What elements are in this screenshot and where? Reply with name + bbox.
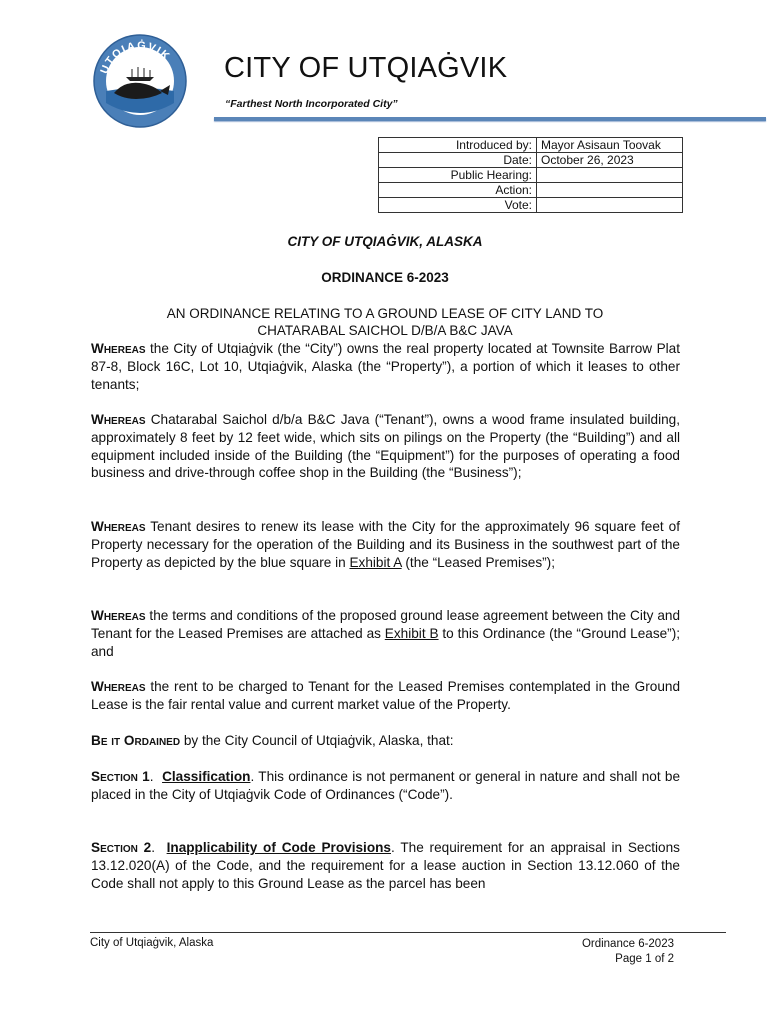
- footer-city: City of Utqiaġvik, Alaska: [90, 937, 214, 949]
- city-seal-logo: [92, 33, 188, 129]
- whereas-lead: Whereas: [91, 341, 146, 356]
- whereas-text: the terms and conditions of the proposed ground lease agreement between the City and Tenant for the Leased Premises are attached as: [91, 608, 680, 641]
- exhibit-a-link[interactable]: Exhibit A: [349, 554, 402, 570]
- footer-ordinance-number: Ordinance 6-2023: [581, 938, 674, 950]
- whereas-clause-3: [91, 518, 680, 571]
- public-hearing-label: Public Hearing:: [379, 168, 537, 183]
- section-text: This ordinance is not permanent or general in nature and shall not be placed in the City of Utqiaġvik Code of Ordinances (“Code”).: [91, 769, 681, 802]
- whereas-text: Chatarabal Saichol d/b/a B&C Java (“Tenant”), owns a wood frame insulated building, approximately 8 feet by 12 feet wide, which sits on pilings on the Property (the “Building”) and all equipment included inside of the Building (the “Equipment”) for the purposes of operating a food business and drive-through coffee shop in the Building (the “Business”);: [91, 412, 680, 481]
- city-title: CITY OF UTQIAĠVIK: [224, 52, 508, 84]
- date-label: Date:: [379, 153, 537, 168]
- footer-divider: [90, 932, 726, 933]
- whereas-clause-2: [91, 411, 680, 482]
- section-label: Section 1: [91, 769, 150, 784]
- section-title: Classification: [162, 769, 251, 784]
- whereas-text: the City of Utqiaġvik (the “City”) owns the real property located at Townsite Barrow Plat 87-8, Block 16C, Lot 10, Utqiaġvik, Alaska (the “Property”), a portion of which it leases to other tenants;: [91, 341, 680, 392]
- whereas-clause-5: [91, 678, 680, 714]
- table-row: [379, 138, 683, 153]
- whereas-text: Tenant desires to renew its lease with the City for the approximately 96 square feet of Property necessary for the operation of the Building and its Business in the southwest part of the Property as depicted by the blue square in: [91, 519, 680, 570]
- whereas-text: to this Ordinance (the “Ground Lease”); and: [91, 625, 681, 659]
- whereas-lead: Whereas: [91, 608, 146, 623]
- exhibit-b-link[interactable]: Exhibit B: [384, 625, 439, 641]
- be-it-ordained-clause: [91, 732, 680, 750]
- action-value: [537, 183, 683, 198]
- table-row: [379, 198, 683, 213]
- section-2: Section 2. Inapplicability of Code Provisions. The requirement for an appraisal in Sections 13.12.020(A) of the Code, and the requirement for a lease auction in Section 13.12.060 of the Code shall not apply to this Ground Lease as the parcel has been: [91, 840, 680, 891]
- section-1: Section 1. Classification. This ordinance is not permanent or general in nature and shall not be placed in the City of Utqiaġvik Code of Ordinances (“Code”).: [91, 769, 681, 802]
- vote-label: Vote:: [379, 198, 537, 213]
- header-divider: [214, 117, 766, 121]
- table-row: [379, 153, 683, 168]
- whereas-text: the rent to be charged to Tenant for the Leased Premises contemplated in the Ground Lease is the fair rental value and current market value of the Property.: [91, 679, 680, 712]
- footer-page-info: [540, 937, 674, 967]
- ordinance-title-line-2: CHATARABAL SAICHOL D/B/A B&C JAVA: [257, 323, 513, 338]
- introduction-table: [378, 137, 683, 213]
- footer-page-number: Page 1 of 2: [615, 953, 674, 965]
- ordained-lead: Be it Ordained: [91, 733, 181, 748]
- section-text: The requirement for an appraisal in Sections 13.12.020(A) of the Code, and the requirement for a lease auction in Section 13.12.060 of the Code shall not apply to this Ground Lease as the parcel has been: [91, 840, 680, 891]
- whereas-clause-1: [91, 340, 680, 393]
- table-row: [379, 168, 683, 183]
- section-label: Section 2: [91, 840, 152, 855]
- logo-arc-text: UTQIAĠVIK: [98, 39, 173, 76]
- ordained-text: by the City Council of Utqiaġvik, Alaska, that:: [180, 733, 454, 748]
- section-title: Inapplicability of Code Provisions: [166, 840, 391, 855]
- whereas-lead: Whereas: [91, 679, 146, 694]
- document-city-heading: CITY OF UTQIAĠVIK, ALASKA: [287, 234, 483, 249]
- ordinance-title: [0, 305, 770, 339]
- city-tagline: “Farthest North Incorporated City”: [225, 98, 398, 110]
- introduced-by-value: Mayor Asisaun Toovak: [537, 138, 683, 153]
- whereas-lead: Whereas: [91, 519, 146, 534]
- table-row: [379, 183, 683, 198]
- vote-value: [537, 198, 683, 213]
- introduced-by-label: Introduced by:: [379, 138, 537, 153]
- date-value: October 26, 2023: [537, 153, 683, 168]
- whereas-text: (the “Leased Premises”);: [401, 554, 555, 570]
- ordinance-title-line-1: AN ORDINANCE RELATING TO A GROUND LEASE OF CITY LAND TO: [166, 306, 604, 321]
- ordinance-number: ORDINANCE 6-2023: [321, 270, 449, 285]
- whereas-lead: Whereas: [91, 412, 146, 427]
- whereas-clause-4: [91, 607, 680, 660]
- action-label: Action:: [379, 183, 537, 198]
- public-hearing-value: [537, 168, 683, 183]
